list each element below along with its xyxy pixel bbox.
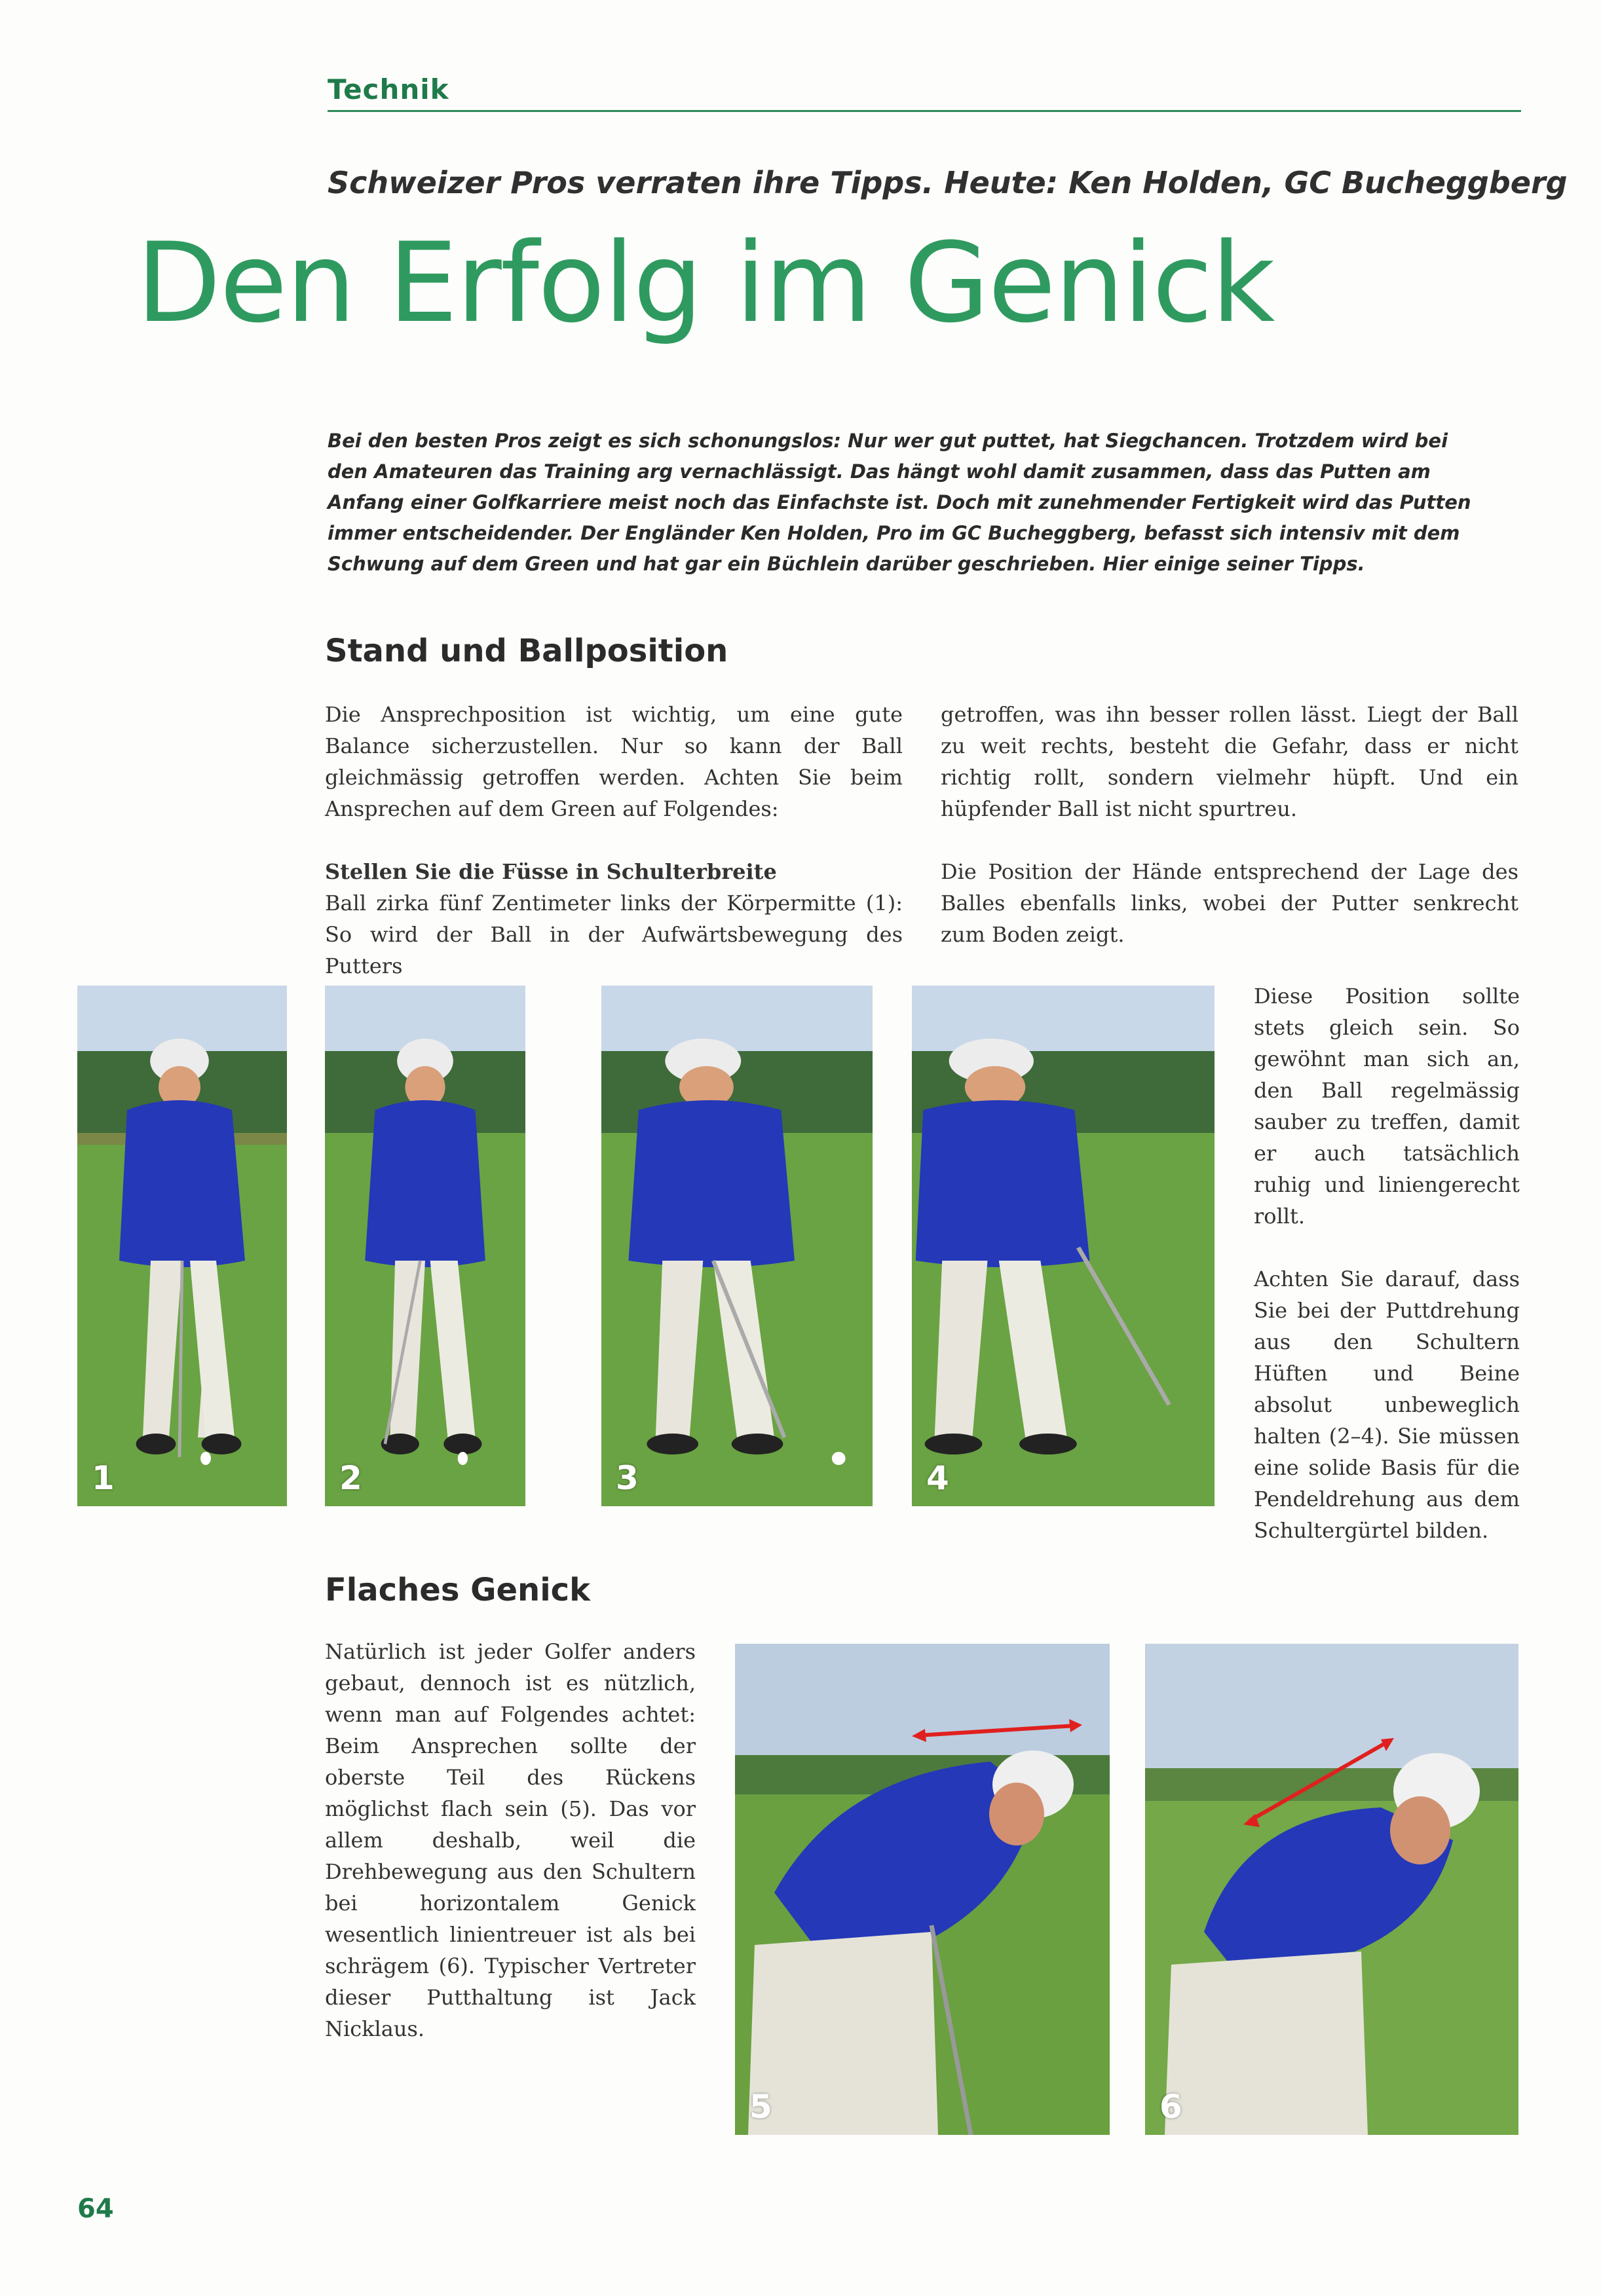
photo-stance-2 (325, 986, 525, 1506)
lead-paragraph: Bei den besten Pros zeigt es sich schonungslos: Nur wer gut puttet, hat Siegchancen. Trotzdem wird bei den Amateuren das Training arg vernachlässigt. Das hängt wohl damit zusammen, dass das Putten am Anfang einer Golfkarriere meist noch das Einfachste ist. Doch mit zunehmender Fertigkeit wird das Putten immer entscheidender. Der Engländer Ken Holden, Pro im GC Bucheggberg, befasst sich intensiv mit dem Schwung auf dem Green und hat gar ein Büchlein darüber geschrieben. Hier einige seiner Tipps. (328, 430, 1471, 575)
side-column (1254, 980, 1520, 1546)
column-genick (325, 1636, 696, 2045)
photo-stance-3 (601, 986, 873, 1506)
headline: Den Erfolg im Genick (136, 219, 1274, 347)
paragraph: getroffen, was ihn besser rollen lässt. Liegt der Ball zu weit rechts, besteht die Gefahr, dass er nicht richtig rollt, sondern vielmehr hüpft. Und ein hüpfender Ball ist nicht spurtreu. (941, 702, 1518, 821)
photo-flat-neck-5 (735, 1644, 1110, 2135)
column-2 (941, 699, 1518, 950)
paragraph-leadin: Stellen Sie die Füsse in Schulterbreite (325, 859, 777, 884)
paragraph: Ball zirka fünf Zentimeter links der Körpermitte (1): So wird der Ball in der Aufwärtsbewegung des Putters (325, 891, 903, 978)
kicker: Schweizer Pros verraten ihre Tipps. Heute: Ken Holden, GC Bucheggberg (328, 165, 1568, 200)
section-label: Technik (328, 73, 449, 105)
column-1 (325, 699, 903, 982)
paragraph: Die Position der Hände entsprechend der Lage des Balles ebenfalls links, wobei der Putter senkrecht zum Boden zeigt. (941, 859, 1518, 947)
photo-number: 2 (339, 1459, 362, 1497)
section-heading-stand: Stand und Ballposition (325, 633, 728, 669)
header-rule (328, 110, 1521, 112)
paragraph: Achten Sie darauf, dass Sie bei der Puttdrehung aus den Schultern Hüften und Beine absolut unbeweglich halten (2–4). Sie müssen eine solide Basis für die Pendeldrehung aus dem Schultergürtel bilden. (1254, 1267, 1520, 1543)
section-heading-genick: Flaches Genick (325, 1572, 591, 1608)
photo-number: 3 (616, 1459, 639, 1497)
photo-stance-1 (77, 986, 287, 1506)
paragraph: Natürlich ist jeder Golfer anders gebaut, dennoch ist es nützlich, wenn man auf Folgendes achtet: Beim Ansprechen sollte der oberste Teil des Rückens möglichst flach sein (5). Das vor allem deshalb, weil die Drehbewegung aus den Schultern bei horizontalem Genick wesentlich linientreuer ist als bei schrägem (6). Typischer Vertreter dieser Putthaltung ist Jack Nicklaus. (325, 1639, 696, 2041)
paragraph: Die Ansprechposition ist wichtig, um eine gute Balance sicherzustellen. Nur so kann der Ball gleichmässig getroffen werden. Achten Sie beim Ansprechen auf dem Green auf Folgendes: (325, 702, 903, 821)
photo-number: 6 (1159, 2088, 1182, 2126)
photo-sloped-neck-6 (1145, 1644, 1518, 2135)
photo-number: 1 (92, 1459, 115, 1497)
photo-number: 4 (926, 1459, 949, 1497)
page-number: 64 (77, 2194, 114, 2224)
paragraph: Diese Position sollte stets gleich sein. So gewöhnt man sich an, den Ball regelmässig sauber zu treffen, damit er auch tatsächlich ruhig und liniengerecht rollt. (1254, 984, 1520, 1229)
photo-number: 5 (749, 2088, 772, 2126)
photo-stance-4 (912, 986, 1215, 1506)
